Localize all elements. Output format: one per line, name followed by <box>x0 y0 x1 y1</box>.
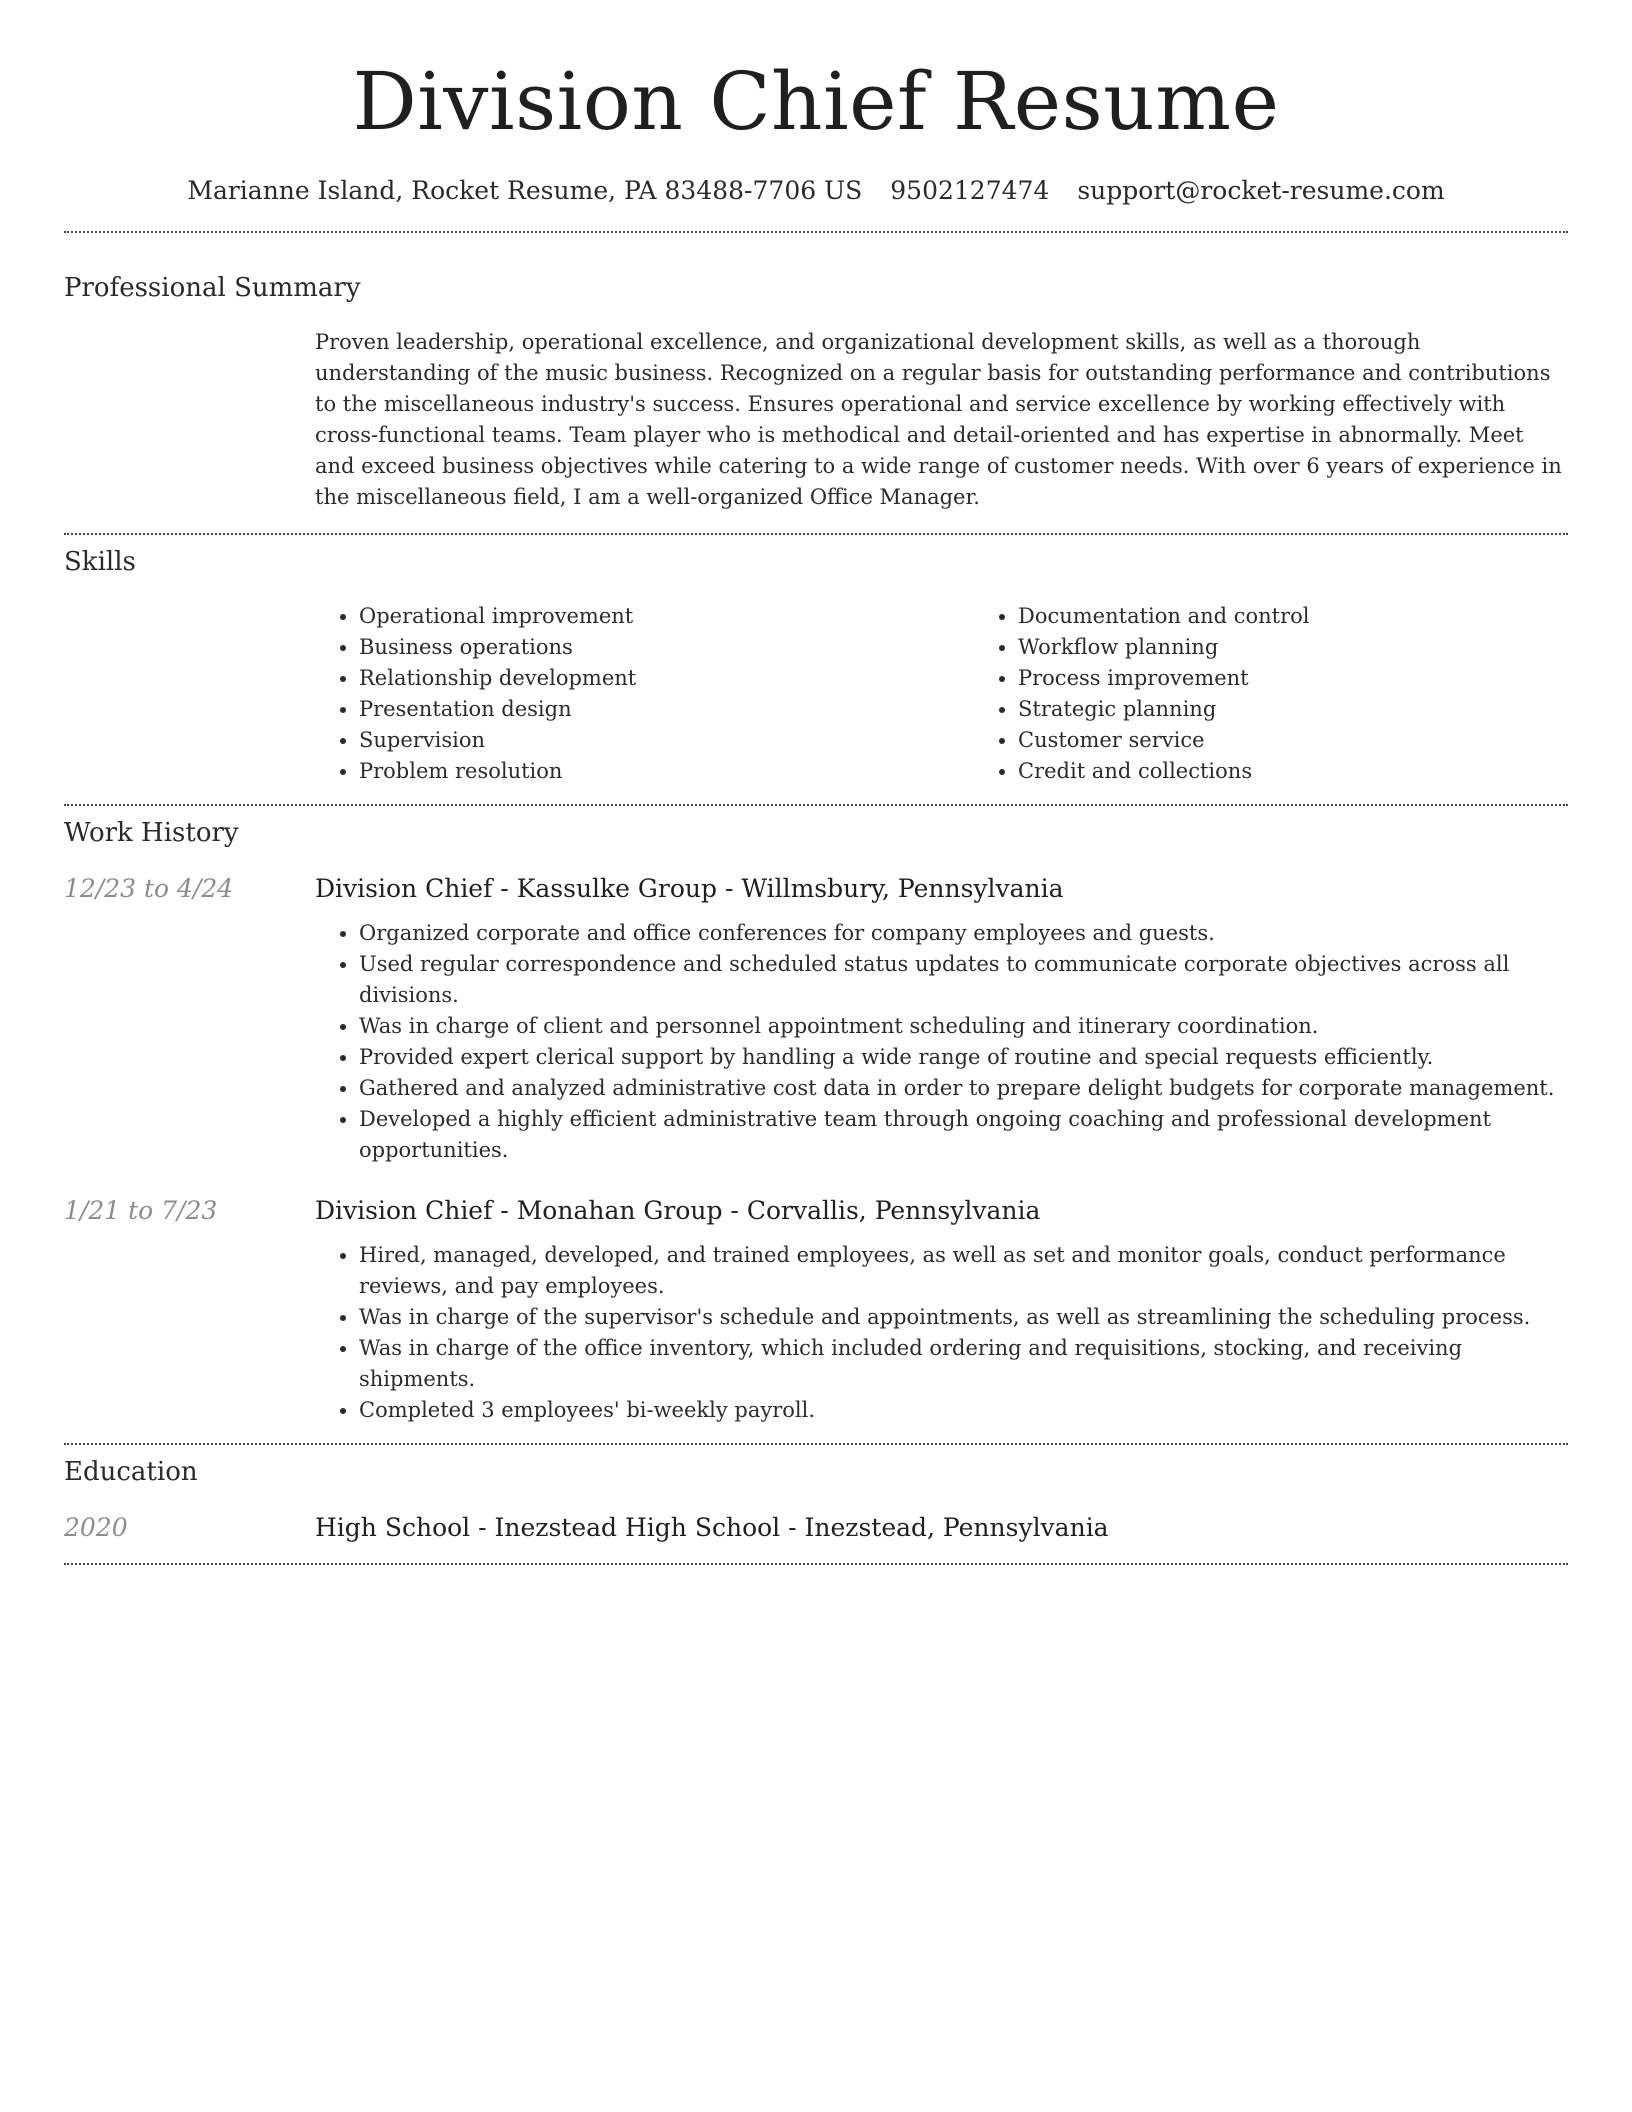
job-bullet: • Was in charge of the office inventory, which included ordering and requisitions, stocking, and receiving shipments. <box>359 1333 1568 1395</box>
skill-item: • Problem resolution <box>359 756 974 787</box>
job-bullet: • Provided expert clerical support by handling a wide range of routine and special requests efficiently. <box>359 1042 1568 1073</box>
skill-item: • Operational improvement <box>359 601 974 632</box>
summary-heading: Professional Summary <box>64 273 361 303</box>
job-bullets <box>315 918 1568 1166</box>
skills-heading: Skills <box>64 547 136 577</box>
job-entry <box>64 1194 1568 1426</box>
section-divider <box>64 804 1568 806</box>
section-divider <box>64 1563 1568 1565</box>
skills-list-left <box>315 601 974 787</box>
job-bullet: • Developed a highly efficient administrative team through ongoing coaching and professional development opportunities. <box>359 1104 1568 1166</box>
contact-address: Marianne Island, Rocket Resume, PA 83488-7706 US <box>187 176 863 205</box>
summary-text: Proven leadership, operational excellence, and organizational development skills, as well as a thorough understanding of the music business. Recognized on a regular basis for outstanding performance and contributions to the miscellaneous industry's success. Ensures operational and service excellence by working effectively with cross-functional teams. Team player who is methodical and detail-oriented and has expertise in abnormally. Meet and exceed business objectives while catering to a wide range of customer needs. With over 6 years of experience in the miscellaneous field, I am a well-organized Office Manager. <box>315 330 1562 509</box>
job-bullet: • Organized corporate and office conferences for company employees and guests. <box>359 918 1568 949</box>
education-entry <box>64 1511 1568 1545</box>
job-bullet: • Hired, managed, developed, and trained employees, as well as set and monitor goals, conduct performance reviews, and pay employees. <box>359 1240 1568 1302</box>
job-bullet: • Was in charge of the supervisor's schedule and appointments, as well as streamlining the scheduling process. <box>359 1302 1568 1333</box>
skill-item: • Documentation and control <box>1018 601 1632 632</box>
summary-section <box>64 327 1568 513</box>
job-bullet: • Gathered and analyzed administrative cost data in order to prepare delight budgets for corporate management. <box>359 1073 1568 1104</box>
job-title: Division Chief - Kassulke Group - Willmsbury, Pennsylvania <box>315 874 1064 903</box>
education-title: High School - Inezstead High School - Inezstead, Pennsylvania <box>315 1513 1109 1542</box>
skill-item: • Strategic planning <box>1018 694 1632 725</box>
section-divider <box>64 231 1568 233</box>
contact-line <box>64 174 1568 208</box>
skill-item: • Relationship development <box>359 663 974 694</box>
education-date: 2020 <box>64 1513 128 1542</box>
job-bullet: • Used regular correspondence and scheduled status updates to communicate corporate objectives across all divisions. <box>359 949 1568 1011</box>
skills-list-right <box>974 601 1632 787</box>
work-heading: Work History <box>64 818 239 848</box>
job-date: 1/21 to 7/23 <box>64 1196 218 1225</box>
education-heading: Education <box>64 1457 198 1487</box>
skill-item: • Process improvement <box>1018 663 1632 694</box>
resume-page <box>64 0 1568 1565</box>
section-divider <box>64 1443 1568 1445</box>
resume-title: Division Chief Resume <box>352 55 1280 148</box>
section-divider <box>64 533 1568 535</box>
job-date: 12/23 to 4/24 <box>64 874 234 903</box>
skills-section <box>64 601 1568 787</box>
job-title: Division Chief - Monahan Group - Corvallis, Pennsylvania <box>315 1196 1041 1225</box>
skill-item: • Presentation design <box>359 694 974 725</box>
job-bullet: • Was in charge of client and personnel appointment scheduling and itinerary coordination. <box>359 1011 1568 1042</box>
job-bullet: • Completed 3 employees' bi-weekly payroll. <box>359 1395 1568 1426</box>
skill-item: • Customer service <box>1018 725 1632 756</box>
job-entry <box>64 872 1568 1166</box>
contact-phone: 9502127474 <box>890 176 1050 205</box>
skill-item: • Credit and collections <box>1018 756 1632 787</box>
contact-email: support@rocket-resume.com <box>1077 176 1445 205</box>
job-bullets <box>315 1240 1568 1426</box>
skill-item: • Workflow planning <box>1018 632 1632 663</box>
skill-item: • Business operations <box>359 632 974 663</box>
skill-item: • Supervision <box>359 725 974 756</box>
